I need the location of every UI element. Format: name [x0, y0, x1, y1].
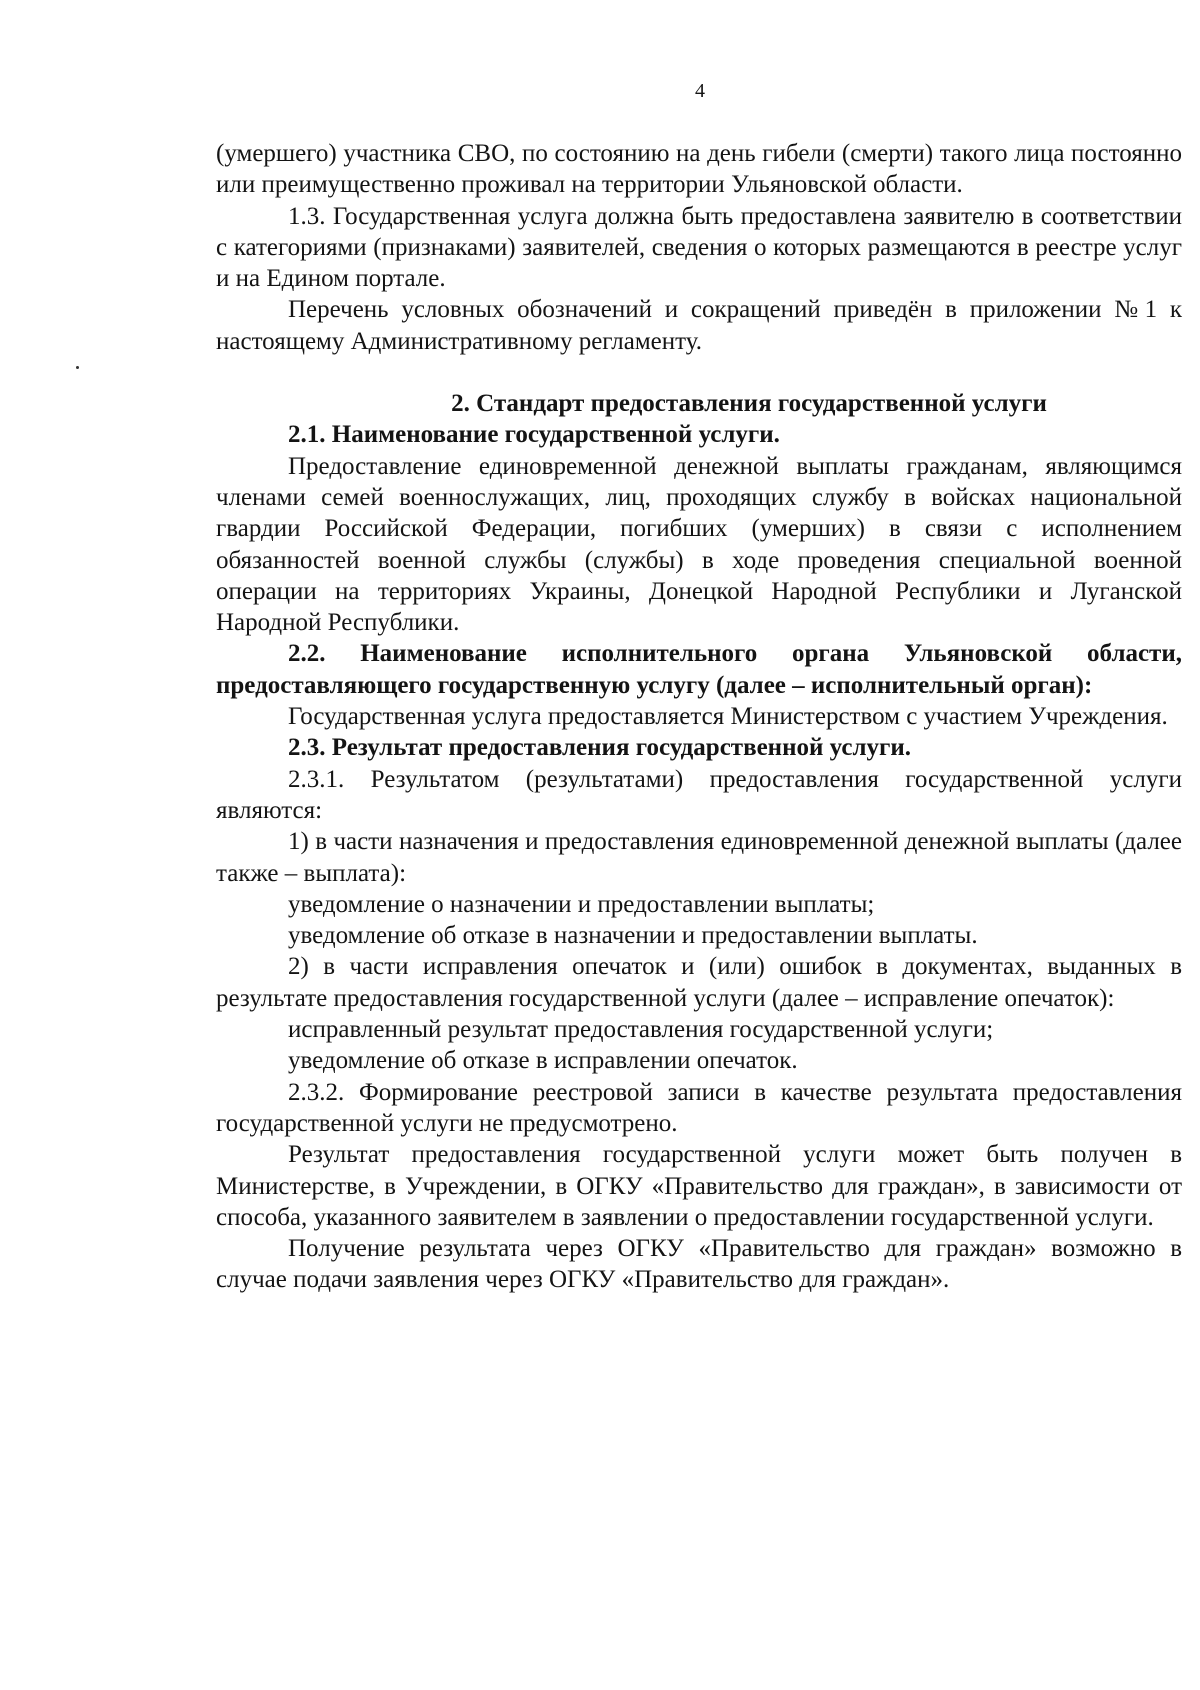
document-body	[216, 138, 1182, 1296]
paragraph-ogku-receipt: Получение результата через ОГКУ «Правительство для граждан» возможно в случае подачи заявления через ОГКУ «Правительство для граждан».	[216, 1235, 1182, 1294]
paragraph-notice-grant: уведомление о назначении и предоставлении выплаты;	[288, 890, 875, 918]
paragraph-correction-refusal: уведомление об отказе в исправлении опечаток.	[288, 1047, 798, 1075]
subsection-2-1-heading: 2.1. Наименование государственной услуги.	[288, 421, 780, 449]
paragraph-continuation: (умершего) участника СВО, по состоянию на день гибели (смерти) такого лица постоянно или преимущественно проживал на территории Ульяновской области.	[216, 140, 1182, 199]
paragraph-abbreviations: Перечень условных обозначений и сокращений приведён в приложении №1 к настоящему Административному регламенту.	[216, 296, 1182, 355]
paragraph-item-1: 1) в части назначения и предоставления единовременной денежной выплаты (далее также – выплата):	[216, 828, 1182, 887]
subsection-2-2-heading: 2.2. Наименование исполнительного органа Ульяновской области, предоставляющего государственную услугу (далее – исполнительный орган):	[216, 640, 1182, 699]
section-heading: 2. Стандарт предоставления государственной услуги	[451, 390, 1047, 418]
paragraph-result-receipt: Результат предоставления государственной услуги может быть получен в Министерстве, в Учреждении, в ОГКУ «Правительство для граждан», в зависимости от способа, указанного заявителем в заявлении о предоставлении государственной услуги.	[216, 1141, 1182, 1231]
scan-dot	[76, 366, 79, 369]
subsection-2-3-heading: 2.3. Результат предоставления государственной услуги.	[288, 734, 911, 762]
paragraph-item-2: 2) в части исправления опечаток и (или) ошибок в документах, выданных в результате предоставления государственной услуги (далее – исправление опечаток):	[216, 953, 1182, 1012]
paragraph-2-3-1: 2.3.1. Результатом (результатами) предоставления государственной услуги являются:	[216, 765, 1182, 824]
paragraph-2-3-2: 2.3.2. Формирование реестровой записи в качестве результата предоставления государственной услуги не предусмотрено.	[216, 1078, 1182, 1137]
paragraph-provider: Государственная услуга предоставляется Министерством с участием Учреждения.	[288, 703, 1168, 731]
paragraph-notice-refusal: уведомление об отказе в назначении и предоставлении выплаты.	[288, 922, 978, 950]
paragraph-corrected-result: исправленный результат предоставления государственной услуги;	[288, 1016, 994, 1044]
paragraph-1-3: 1.3. Государственная услуга должна быть предоставлена заявителю в соответствии с категориями (признаками) заявителей, сведения о которых размещаются в реестре услуг и на Едином портале.	[216, 202, 1182, 293]
paragraph-service-name: Предоставление единовременной денежной выплаты гражданам, являющимся членами семей военнослужащих, лиц, проходящих службу в войсках национальной гвардии Российской Федерации, погибших (умерших) в связи с исполнением обязанностей военной службы (службы) в ходе проведения специальной военной операции на территориях Украины, Донецкой Народной Республики и Луганской Народной Республики.	[216, 452, 1182, 637]
section-spacer	[216, 357, 1182, 388]
page-number: 4	[695, 80, 705, 102]
